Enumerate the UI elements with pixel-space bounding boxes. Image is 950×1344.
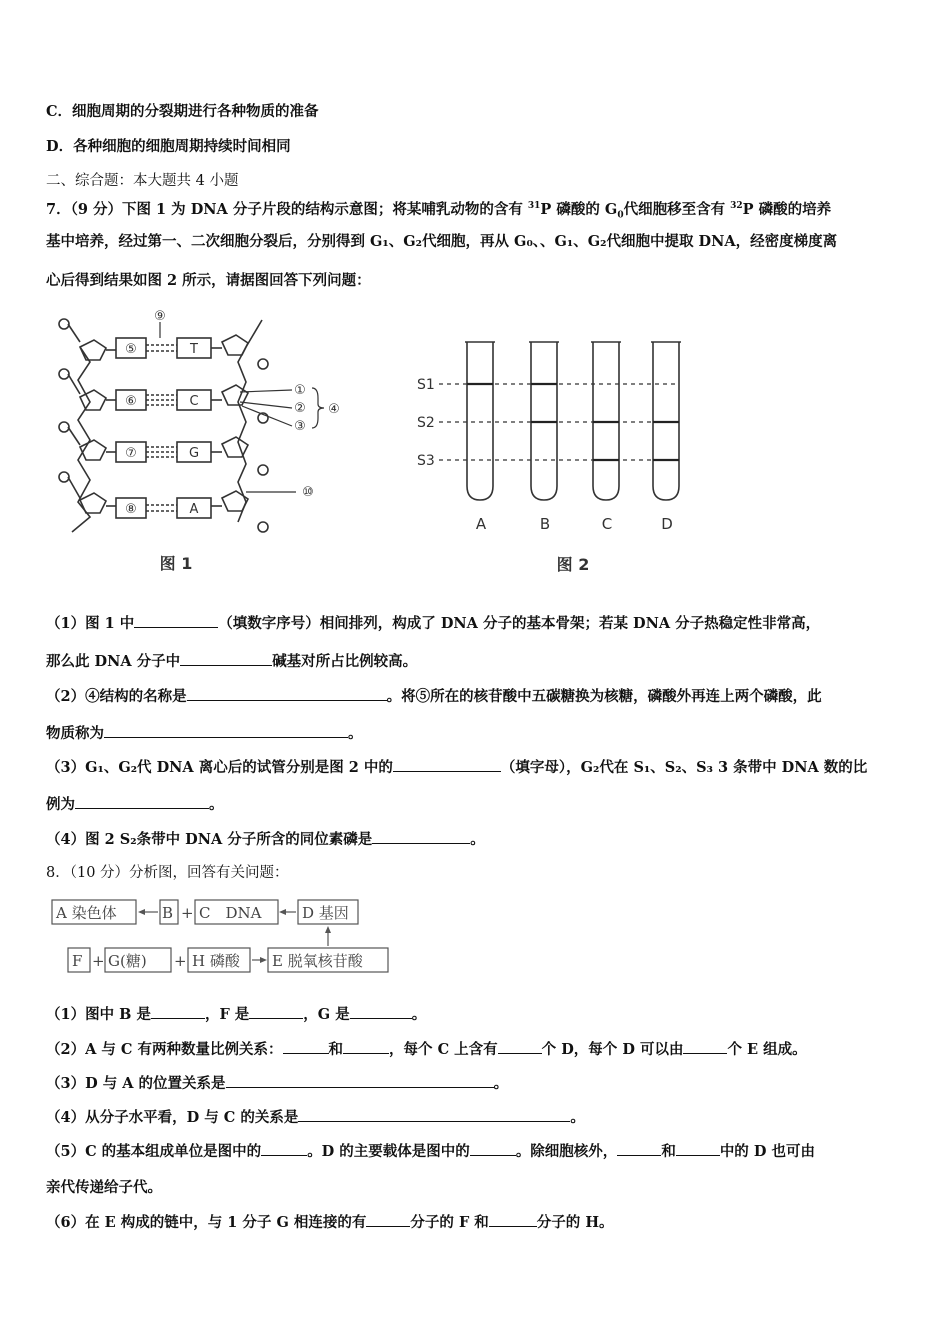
band-label: S3	[417, 453, 435, 469]
figure2-caption: 图 2	[556, 555, 590, 574]
base-label-left: ⑥	[125, 394, 137, 409]
centrifuge-tubes-figure	[415, 336, 695, 581]
plus-sign: +	[174, 952, 187, 970]
q7-sub3-cont: 例为 。	[46, 793, 224, 815]
q7-sub4: （4）图 2 S₂条带中 DNA 分子所含的同位素磷是 。	[46, 828, 485, 850]
q7-sub2: （2）④结构的名称是 。将⑤所在的核苷酸中五碳糖换为核糖，磷酸外再连上两个磷酸，此	[46, 685, 822, 707]
q8-p3: （3）D 与 A 的位置关系是 。	[46, 1072, 508, 1094]
answer-blank[interactable]	[249, 1003, 303, 1019]
base-label-left: ⑧	[125, 502, 137, 517]
answer-blank[interactable]	[489, 1211, 537, 1227]
node-f: F	[72, 952, 83, 970]
tube-label: C	[601, 515, 613, 533]
plus-sign: +	[181, 904, 194, 922]
band-label: S1	[417, 377, 435, 393]
q7-line1: 7．（9 分）下图 1 为 DNA 分子片段的结构示意图；将某哺乳动物的含有 $^{31}$P 磷酸的 $G_0$代细胞移至含有 $^{32}$P 磷酸的培养	[46, 200, 832, 221]
q7-line3: 心后得到结果如图 2 所示，请据图回答下列问题：	[46, 272, 371, 289]
answer-blank[interactable]	[226, 1072, 494, 1088]
node-a: A 染色体	[56, 904, 117, 922]
base-label-right: C	[189, 394, 199, 409]
q7-sub1: （1）图 1 中 （填数字序号）相间排列，构成了 DNA 分子的基本骨架；若某 DNA 分子热稳定性非常高，	[46, 612, 820, 634]
answer-blank[interactable]	[187, 685, 387, 701]
node-d: D 基因	[302, 904, 349, 922]
q7-line2: 基中培养，经过第一、二次细胞分裂后，分别得到 G₁、G₂代细胞，再从 G₀、、G₁、G₂代细胞中提取 DNA，经密度梯度离	[46, 233, 838, 250]
option-d: D．各种细胞的细胞周期持续时间相同	[46, 138, 291, 155]
answer-blank[interactable]	[343, 1038, 389, 1054]
tube-label: A	[475, 515, 487, 533]
tube-label: D	[661, 515, 673, 533]
q8-p4: （4）从分子水平看，D 与 C 的关系是 。	[46, 1106, 585, 1128]
dna-structure-figure	[50, 302, 350, 582]
answer-blank[interactable]	[393, 756, 501, 772]
callout-label: ④	[328, 402, 340, 417]
answer-blank[interactable]	[283, 1038, 329, 1054]
node-b: B	[162, 904, 174, 922]
answer-blank[interactable]	[261, 1140, 307, 1156]
option-c: C．细胞周期的分裂期进行各种物质的准备	[46, 103, 319, 120]
base-label-right: T	[190, 342, 198, 357]
answer-blank[interactable]	[366, 1211, 410, 1227]
q7-sub2-cont: 物质称为 。	[46, 722, 363, 744]
concept-flow-diagram	[50, 892, 395, 978]
plus-sign: +	[92, 952, 105, 970]
callout-label: ②	[294, 401, 306, 416]
q7-sub1-cont: 那么此 DNA 分子中 碱基对所占比例较高。	[46, 650, 417, 672]
answer-blank[interactable]	[350, 1003, 412, 1019]
q7-sub3: （3）G₁、G₂代 DNA 离心后的试管分别是图 2 中的 （填字母），G₂代在 S₁、S₂、S₃ 3 条带中 DNA 数的比	[46, 756, 867, 778]
answer-blank[interactable]	[498, 1038, 542, 1054]
answer-blank[interactable]	[298, 1106, 570, 1122]
node-e: E 脱氧核苷酸	[272, 952, 363, 970]
answer-blank[interactable]	[676, 1140, 720, 1156]
base-label-left: ⑤	[125, 342, 137, 357]
q8-p1: （1）图中 B 是 ，F 是 ，G 是 。	[46, 1003, 426, 1025]
figure1-caption: 图 1	[159, 554, 193, 573]
q8-p5-cont: 亲代传递给子代。	[46, 1179, 162, 1196]
section-heading: 二、综合题：本大题共 4 小题	[46, 173, 239, 189]
base-label-right: G	[188, 446, 200, 461]
callout-label: ③	[294, 419, 306, 434]
answer-blank[interactable]	[75, 793, 209, 809]
q8-p5: （5）C 的基本组成单位是图中的 。D 的主要载体是图中的 。除细胞核外， 和 中的 D 也可由	[46, 1140, 815, 1162]
base-label-left: ⑦	[125, 446, 137, 461]
q8-title: 8．（10 分）分析图，回答有关问题：	[46, 865, 289, 881]
node-c: C DNA	[199, 904, 262, 922]
answer-blank[interactable]	[104, 722, 348, 738]
callout-label: ①	[294, 383, 306, 398]
q8-p6: （6）在 E 构成的链中，与 1 分子 G 相连接的有 分子的 F 和 分子的 H。	[46, 1211, 614, 1233]
base-label-right: A	[189, 502, 199, 517]
band-label: S2	[417, 415, 435, 431]
node-g: G(糖)	[108, 952, 147, 970]
answer-blank[interactable]	[134, 612, 218, 628]
answer-blank[interactable]	[372, 828, 470, 844]
answer-blank[interactable]	[151, 1003, 205, 1019]
q8-p2: （2）A 与 C 有两种数量比例关系： 和 ，每个 C 上含有 个 D，每个 D 可以由 个 E 组成。	[46, 1038, 807, 1060]
callout-label: ⑩	[302, 485, 314, 500]
answer-blank[interactable]	[470, 1140, 516, 1156]
answer-blank[interactable]	[617, 1140, 661, 1156]
answer-blank[interactable]	[180, 650, 272, 666]
callout-label: ⑨	[154, 309, 166, 324]
tube-label: B	[539, 515, 551, 533]
answer-blank[interactable]	[683, 1038, 727, 1054]
node-h: H 磷酸	[192, 952, 240, 970]
